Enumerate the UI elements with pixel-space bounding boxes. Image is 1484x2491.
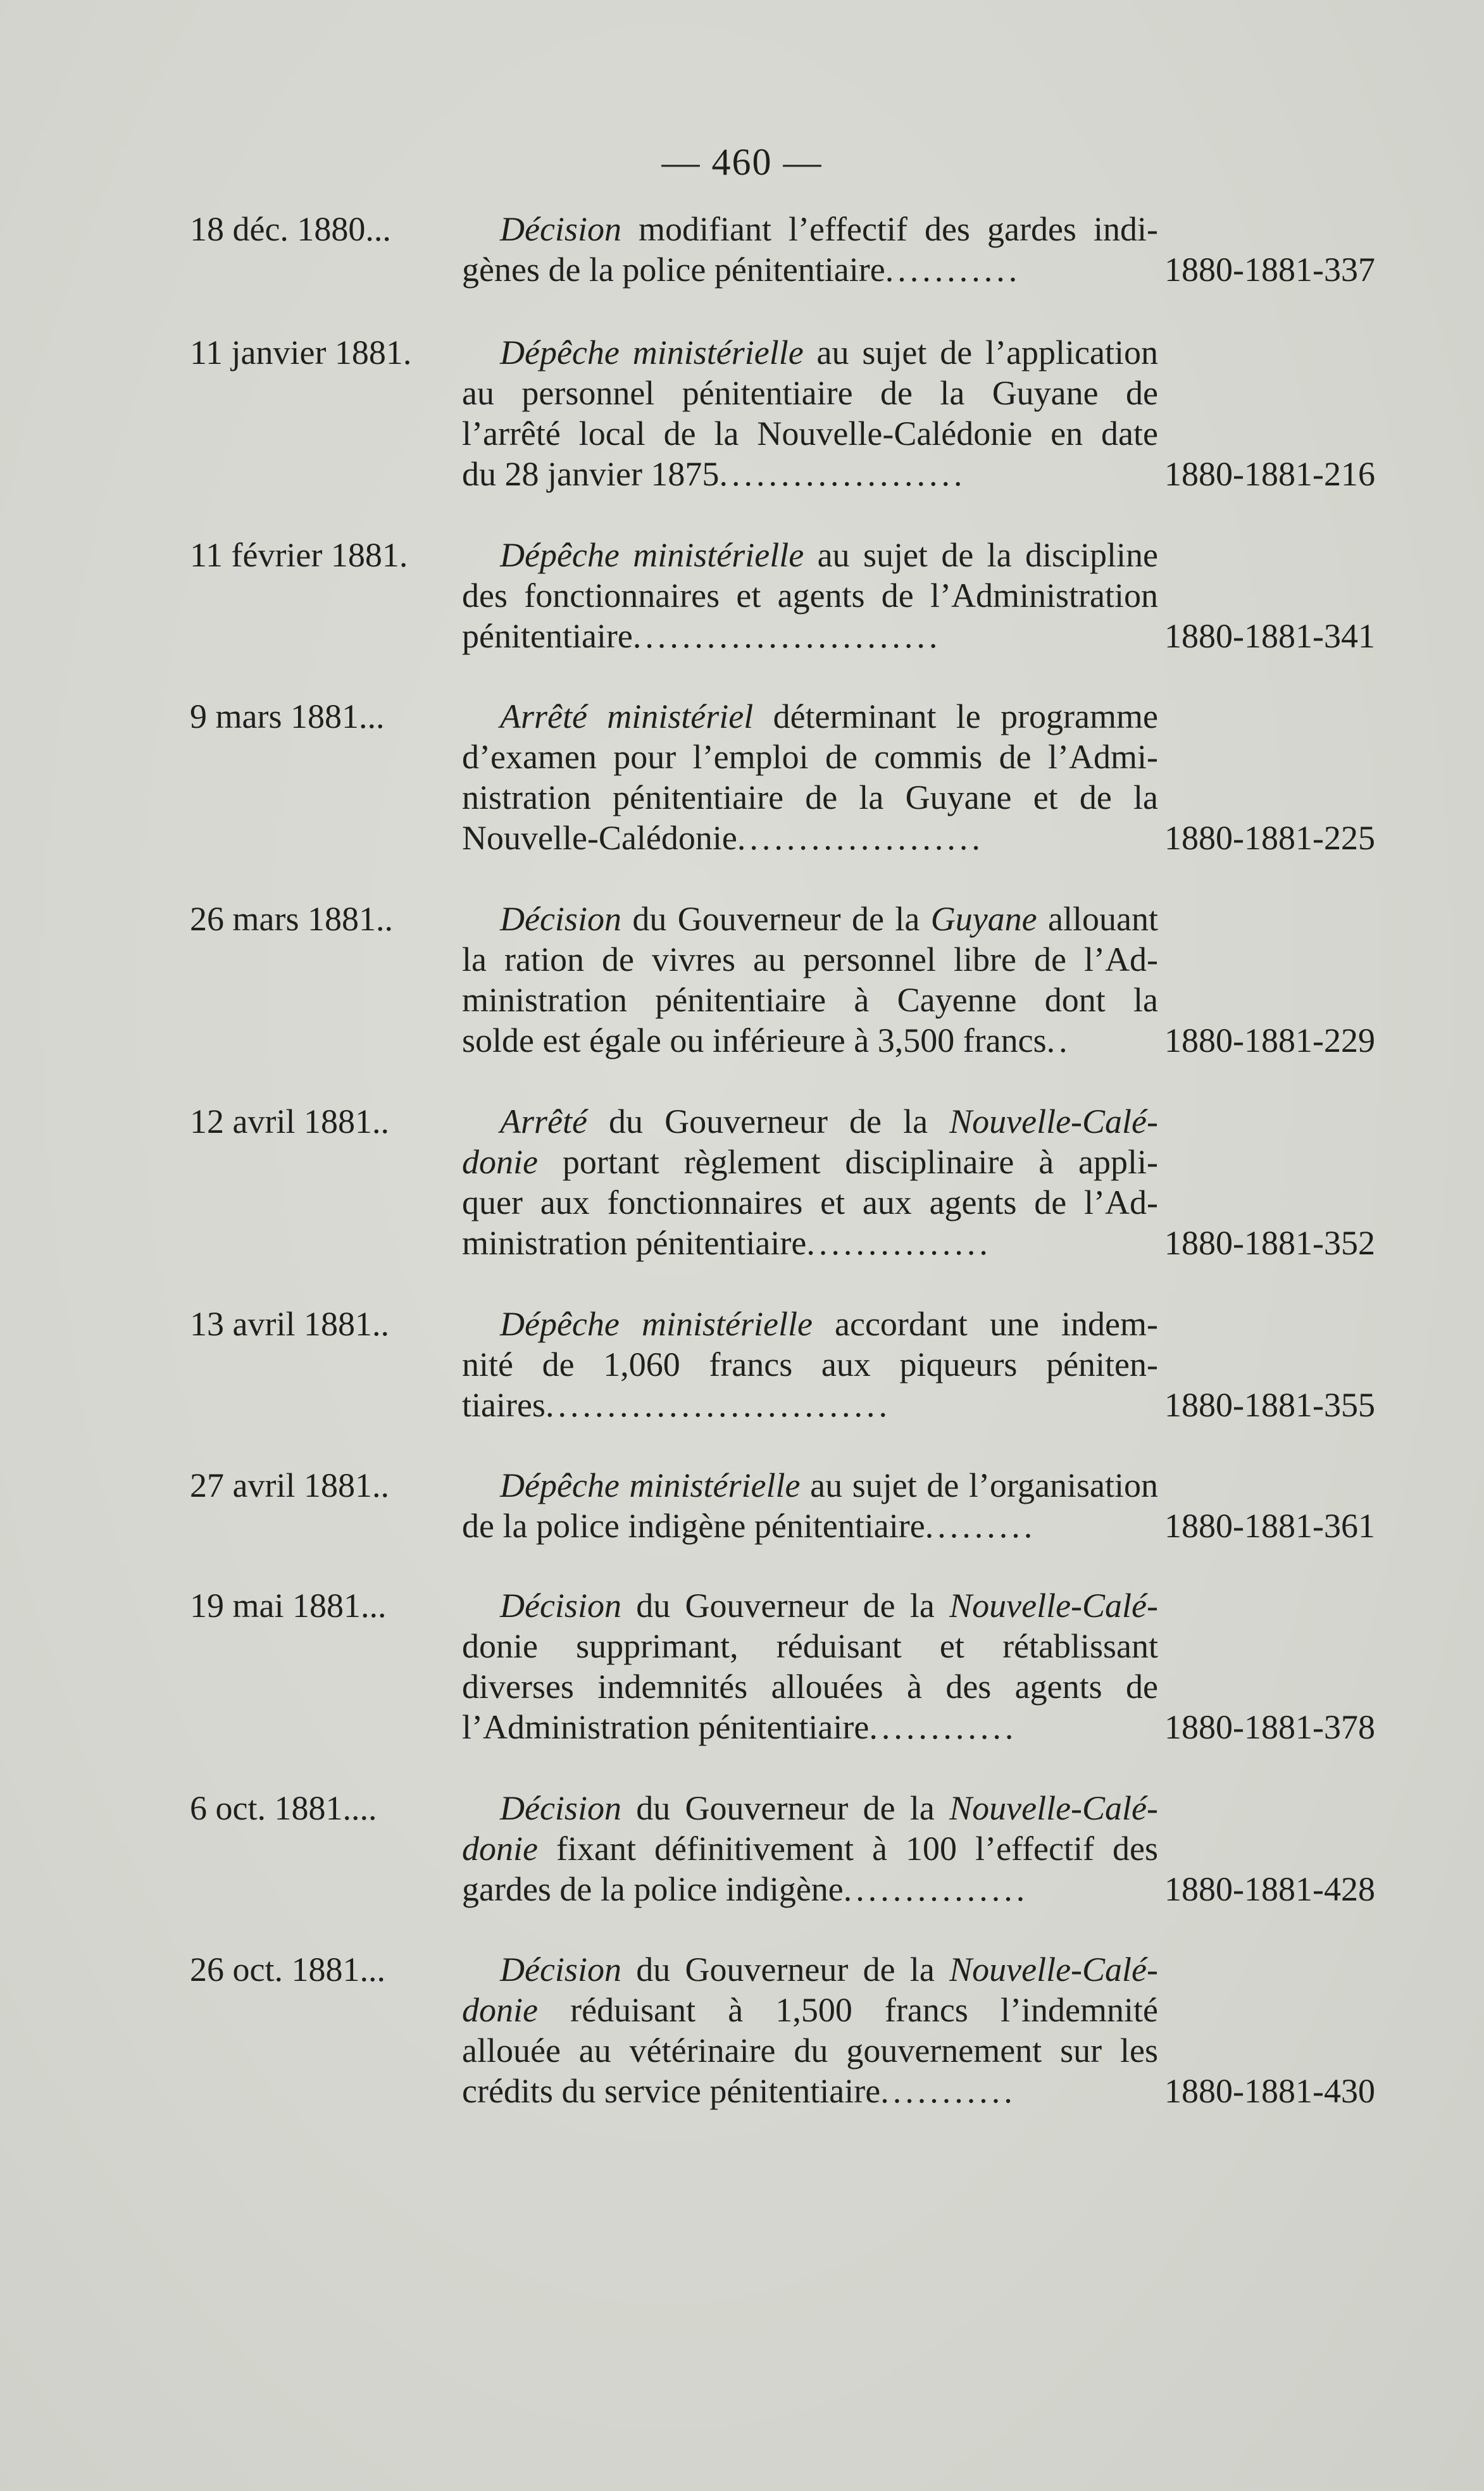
italic-term: Nouvelle-Calé- [949,1951,1158,1988]
line-text: ministration pénitentiaire [462,1224,807,1262]
entry-description [462,209,1158,290]
description-line [462,980,1158,1020]
italic-term: donie [462,1830,538,1868]
description-line [462,899,1158,939]
italic-term: Guyane [930,900,1037,938]
line-text: portant règlement disciplinaire à appli- [537,1143,1158,1181]
line-text: pénitentiaire [462,617,633,655]
line-text: modifiant l’effectif des gardes indi- [621,210,1158,248]
line-text: au personnel pénitentiaire de la Guyane de [462,374,1158,412]
line-text: déterminant le programme [753,697,1158,735]
description-line [462,332,1158,373]
entry-description [462,1788,1158,1909]
entry-date: 19 mai 1881... [190,1587,387,1625]
line-text: du Gouverneur de la [621,1951,950,1988]
entry-description [462,899,1158,1061]
description-line [462,1142,1158,1182]
description-line [462,616,1158,656]
entry-reference: 1880-1881-361 [1164,1507,1375,1545]
italic-term: Dépêche ministérielle [500,536,804,574]
entry-date: 18 déc. 1880... [190,210,391,248]
description-line [462,818,1158,858]
description-line [462,454,1158,494]
italic-term: Décision [500,1587,621,1625]
description-line [462,1344,1158,1385]
entry-date: 6 oct. 1881.... [190,1789,377,1827]
description-line [462,1828,1158,1869]
description-line [462,373,1158,413]
leader-dots: ............... [843,1870,1029,1908]
entry-reference: 1880-1881-341 [1164,617,1375,655]
entry-date: 26 oct. 1881... [190,1951,385,1988]
description-line [462,1182,1158,1223]
entry-description [462,1585,1158,1747]
leader-dots: ........... [885,251,1021,289]
line-text: réduisant à 1,500 francs l’indemnité [537,1991,1158,2029]
entry-date: 9 mars 1881... [190,697,385,735]
leader-dots: ......................... [632,617,942,655]
italic-term: donie [462,1143,538,1181]
entry-date: 13 avril 1881.. [190,1305,389,1343]
italic-term: Nouvelle-Calé- [949,1789,1158,1827]
line-text: du Gouverneur de la [621,900,931,938]
entry-date: 26 mars 1881.. [190,900,393,938]
description-line [462,1304,1158,1344]
entry-reference: 1880-1881-225 [1164,819,1375,857]
leader-dots: ............... [806,1224,992,1262]
description-line [462,777,1158,818]
line-text: du 28 janvier 1875 [462,455,720,493]
line-text: du Gouverneur de la [587,1102,950,1140]
line-text: l’arrêté local de la Nouvelle-Calédonie en date [462,415,1158,453]
leader-dots: ............................ [545,1386,891,1424]
line-text: nistration pénitentiaire de la Guyane et de la [462,778,1158,816]
entry-reference: 1880-1881-378 [1164,1708,1375,1746]
italic-term: Décision [500,1951,621,1988]
line-text: fixant définitivement à 100 l’effectif des [537,1830,1158,1868]
entry-description [462,332,1158,494]
entry-reference: 1880-1881-337 [1164,251,1375,289]
entry-reference: 1880-1881-428 [1164,1870,1375,1908]
line-text: au sujet de l’application [803,334,1158,371]
italic-term: Nouvelle-Calé- [949,1102,1158,1140]
italic-term: Décision [500,210,621,248]
italic-term: Dépêche ministérielle [500,1305,813,1343]
italic-term: Nouvelle-Calé- [949,1587,1158,1625]
leader-dots: ........... [880,2072,1016,2110]
italic-term: Décision [500,900,621,938]
description-line [462,939,1158,980]
description-line [462,209,1158,249]
description-line [462,1869,1158,1909]
line-text: la ration de vivres au personnel libre de l’Ad- [462,940,1158,978]
italic-term: Arrêté ministériel [500,697,754,735]
entry-reference: 1880-1881-229 [1164,1021,1375,1059]
leader-dots: ......... [925,1507,1037,1545]
entry-description [462,1949,1158,2111]
entry-reference: 1880-1881-216 [1164,455,1375,493]
line-text: quer aux fonctionnaires et aux agents de l’Ad- [462,1183,1158,1221]
line-text: du Gouverneur de la [621,1789,950,1827]
description-line [462,1990,1158,2030]
italic-term: Arrêté [500,1102,587,1140]
description-line [462,1101,1158,1142]
description-line [462,696,1158,737]
line-text: allouée au vétérinaire du gouvernement sur les [462,2032,1158,2070]
description-line [462,575,1158,616]
entry-description [462,1101,1158,1263]
description-line [462,2071,1158,2111]
description-line [462,1949,1158,1990]
entry-description [462,1304,1158,1425]
line-text: de la police indigène pénitentiaire [462,1507,925,1545]
entry-date: 27 avril 1881.. [190,1466,389,1504]
line-text: crédits du service pénitentiaire [462,2072,881,2110]
description-line [462,1666,1158,1707]
line-text: des fonctionnaires et agents de l’Administration [462,577,1158,615]
entry-date: 12 avril 1881.. [190,1102,389,1140]
entry-description [462,696,1158,858]
leader-dots: .. [1046,1021,1071,1059]
description-line [462,1585,1158,1626]
line-text: au sujet de la discipline [804,536,1158,574]
description-line [462,1465,1158,1506]
line-text: solde est égale ou inférieure à 3,500 francs [462,1021,1047,1059]
description-line [462,1223,1158,1263]
line-text: du Gouverneur de la [621,1587,950,1625]
line-text: nité de 1,060 francs aux piqueurs péniten- [462,1345,1158,1383]
line-text: diverses indemnités allouées à des agents de [462,1668,1158,1706]
line-text: allouant [1037,900,1158,938]
description-line [462,1506,1158,1546]
entry-date: 11 janvier 1881. [190,334,412,371]
line-text: donie supprimant, réduisant et rétablissant [462,1627,1158,1665]
line-text: Nouvelle-Calédonie [462,819,737,857]
line-text: l’Administration pénitentiaire [462,1708,870,1746]
entry-description [462,1465,1158,1546]
description-line [462,1020,1158,1061]
line-text: gènes de la police pénitentiaire [462,251,885,289]
italic-term: donie [462,1991,538,2029]
leader-dots: .................... [737,819,984,857]
line-text: ministration pénitentiaire à Cayenne dont la [462,981,1158,1019]
entry-reference: 1880-1881-430 [1164,2072,1375,2110]
description-line [462,1788,1158,1828]
entry-reference: 1880-1881-355 [1164,1386,1375,1424]
description-line [462,535,1158,575]
description-line [462,413,1158,454]
entry-date: 11 février 1881. [190,536,408,574]
description-line [462,1707,1158,1747]
description-line [462,1626,1158,1666]
leader-dots: .................... [719,455,966,493]
line-text: gardes de la police indigène [462,1870,844,1908]
line-text: tiaires [462,1386,546,1424]
italic-term: Dépêche ministérielle [500,334,804,371]
description-line [462,1385,1158,1425]
entry-description [462,535,1158,656]
line-text: d’examen pour l’emploi de commis de l’Admi- [462,738,1158,776]
italic-term: Décision [500,1789,621,1827]
line-text: au sujet de l’organisation [800,1466,1158,1504]
description-line [462,2030,1158,2071]
leader-dots: ............ [869,1708,1018,1746]
page-number: — 460 — [661,141,823,183]
description-line [462,737,1158,777]
italic-term: Dépêche ministérielle [500,1466,801,1504]
entry-reference: 1880-1881-352 [1164,1224,1375,1262]
description-line [462,249,1158,290]
line-text: accordant une indem- [812,1305,1158,1343]
